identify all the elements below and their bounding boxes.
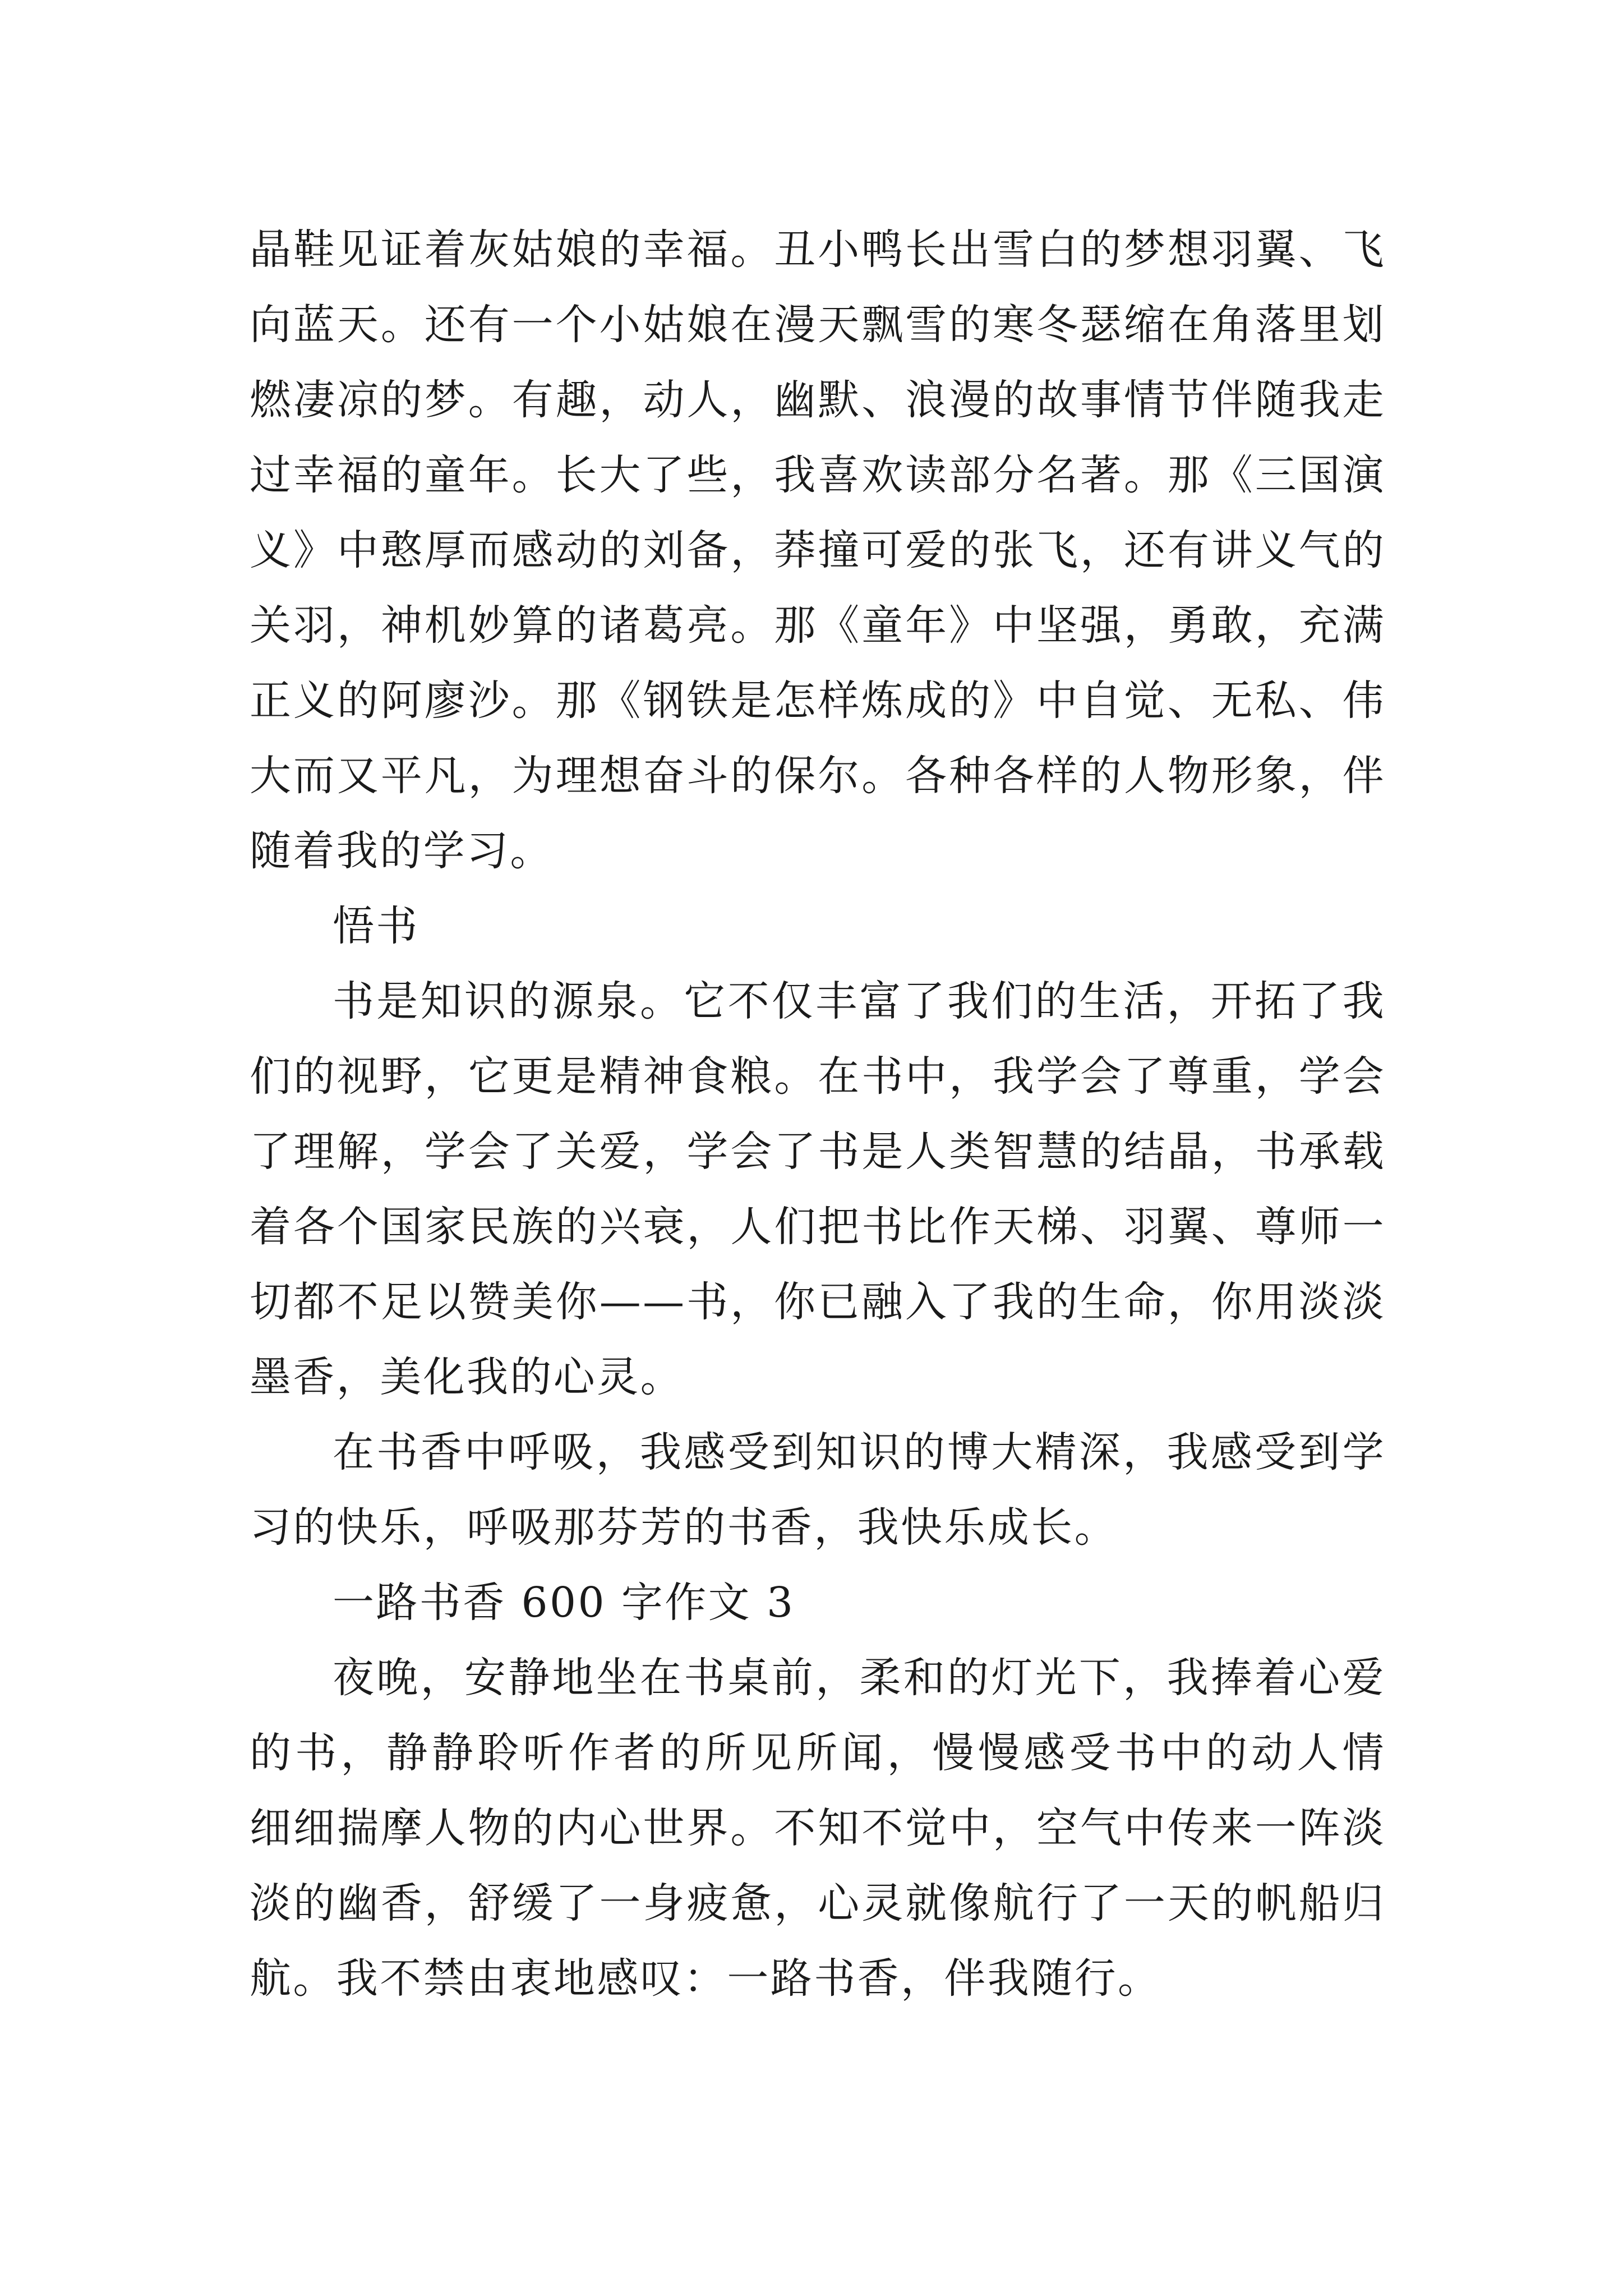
text-line: 正义的阿廖沙。那《钢铁是怎样炼成的》中自觉、无私、伟 bbox=[250, 677, 1386, 725]
text-line: 的书，静静聆听作者的所见所闻，慢慢感受书中的动人情 bbox=[250, 1729, 1386, 1777]
text-line: 航。我不禁由衷地感叹：一路书香，伴我随行。 bbox=[250, 1954, 1161, 2003]
text-line: 在书香中呼吸，我感受到知识的博大精深，我感受到学 bbox=[333, 1428, 1386, 1476]
text-line: 淡的幽香，舒缓了一身疲惫，心灵就像航行了一天的帆船归 bbox=[250, 1879, 1386, 1927]
text-line: 关羽，神机妙算的诸葛亮。那《童年》中坚强，勇敢，充满 bbox=[250, 601, 1386, 650]
text-line: 过幸福的童年。长大了些，我喜欢读部分名著。那《三国演 bbox=[250, 451, 1386, 499]
text-line: 书是知识的源泉。它不仅丰富了我们的生活，开拓了我 bbox=[333, 977, 1386, 1025]
text-line: 燃凄凉的梦。有趣，动人，幽默、浪漫的故事情节伴随我走 bbox=[250, 376, 1386, 424]
text-line: 习的快乐，呼吸那芬芳的书香，我快乐成长。 bbox=[250, 1503, 1118, 1552]
text-line: 们的视野，它更是精神食粮。在书中，我学会了尊重，学会 bbox=[250, 1052, 1386, 1101]
text-line: 墨香，美化我的心灵。 bbox=[250, 1353, 684, 1401]
document-body bbox=[250, 212, 1386, 2016]
text-line: 夜晚，安静地坐在书桌前，柔和的灯光下，我捧着心爱 bbox=[333, 1654, 1386, 1702]
text-line: 义》中憨厚而感动的刘备，莽撞可爱的张飞，还有讲义气的 bbox=[250, 526, 1386, 574]
text-line: 切都不足以赞美你——书，你已融入了我的生命，你用淡淡 bbox=[250, 1278, 1386, 1326]
text-line: 了理解，学会了关爱，学会了书是人类智慧的结晶，书承载 bbox=[250, 1128, 1386, 1176]
text-line: 细细揣摩人物的内心世界。不知不觉中，空气中传来一阵淡 bbox=[250, 1804, 1386, 1852]
text-line: 着各个国家民族的兴衰，人们把书比作天梯、羽翼、尊师一 bbox=[250, 1203, 1386, 1251]
text-line: 随着我的学习。 bbox=[250, 827, 554, 875]
section-heading: 悟书 bbox=[333, 902, 419, 950]
text-line: 晶鞋见证着灰姑娘的幸福。丑小鸭长出雪白的梦想羽翼、飞 bbox=[250, 226, 1386, 274]
section-heading: 一路书香 600 字作文 3 bbox=[333, 1579, 795, 1627]
text-line: 向蓝天。还有一个小姑娘在漫天飘雪的寒冬瑟缩在角落里划 bbox=[250, 301, 1386, 349]
text-line: 大而又平凡，为理想奋斗的保尔。各种各样的人物形象，伴 bbox=[250, 752, 1386, 800]
